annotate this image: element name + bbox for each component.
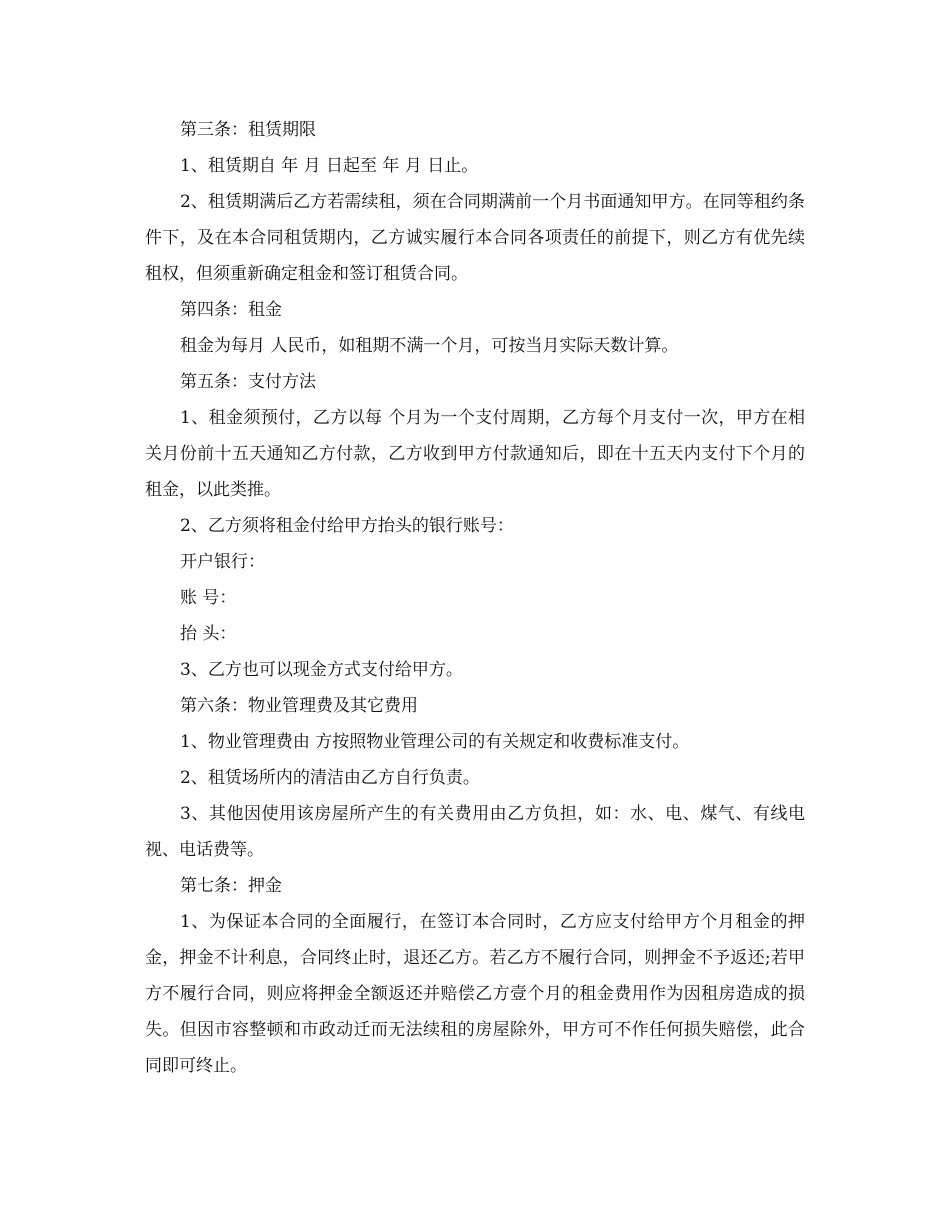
- heading-article-7: 第七条：押金: [180, 876, 282, 896]
- heading-article-6: 第六条：物业管理费及其它费用: [180, 696, 418, 716]
- paragraph-rent: 租金为每月 人民币，如租期不满一个月，可按当月实际天数计算。: [180, 336, 679, 356]
- field-account-title: 抬 头：: [180, 624, 237, 644]
- paragraph-payment-3: 3、乙方也可以现金方式支付给甲方。: [180, 660, 463, 680]
- paragraph-lease-term-1: 1、租赁期自 年 月 日起至 年 月 日止。: [180, 156, 479, 176]
- paragraph-payment-2: 2、乙方须将租金付给甲方抬头的银行账号：: [180, 516, 514, 536]
- paragraph-deposit-1: 1、为保证本合同的全面履行，在签订本合同时，乙方应支付给甲方个月租金的押金，押金不计利息，合同终止时，退还乙方。若乙方不履行合同，则押金不予返还;若甲方不履行合同，则应将押金全额返还并赔偿乙方壹个月的租金费用作为因租房造成的损失。但因市容整顿和市政动迁而无法续租的房屋除外，甲方可不作任何损失赔偿，此合同即可终止。: [145, 912, 805, 1076]
- field-bank: 开户银行：: [180, 552, 265, 572]
- heading-article-3: 第三条：租赁期限: [180, 120, 316, 140]
- paragraph-lease-term-2: 2、租赁期满后乙方若需续租，须在合同期满前一个月书面通知甲方。在同等租约条件下，及在本合同租赁期内，乙方诚实履行本合同各项责任的前提下，则乙方有优先续租权，但须重新确定租金和签订租赁合同。: [145, 192, 805, 284]
- paragraph-fees-3: 3、其他因使用该房屋所产生的有关费用由乙方负担，如：水、电、煤气、有线电视、电话费等。: [145, 804, 805, 860]
- heading-article-4: 第四条：租金: [180, 300, 282, 320]
- paragraph-fees-1: 1、物业管理费由 方按照物业管理公司的有关规定和收费标准支付。: [180, 732, 690, 752]
- field-account-number: 账 号：: [180, 588, 237, 608]
- paragraph-fees-2: 2、租赁场所内的清洁由乙方自行负责。: [180, 768, 480, 788]
- document-body: [145, 112, 805, 1084]
- heading-article-5: 第五条：支付方法: [180, 372, 316, 392]
- paragraph-payment-1: 1、租金须预付，乙方以每 个月为一个支付周期，乙方每个月支付一次，甲方在相关月份前十五天通知乙方付款，乙方收到甲方付款通知后，即在十五天内支付下个月的租金，以此类推。: [145, 408, 805, 500]
